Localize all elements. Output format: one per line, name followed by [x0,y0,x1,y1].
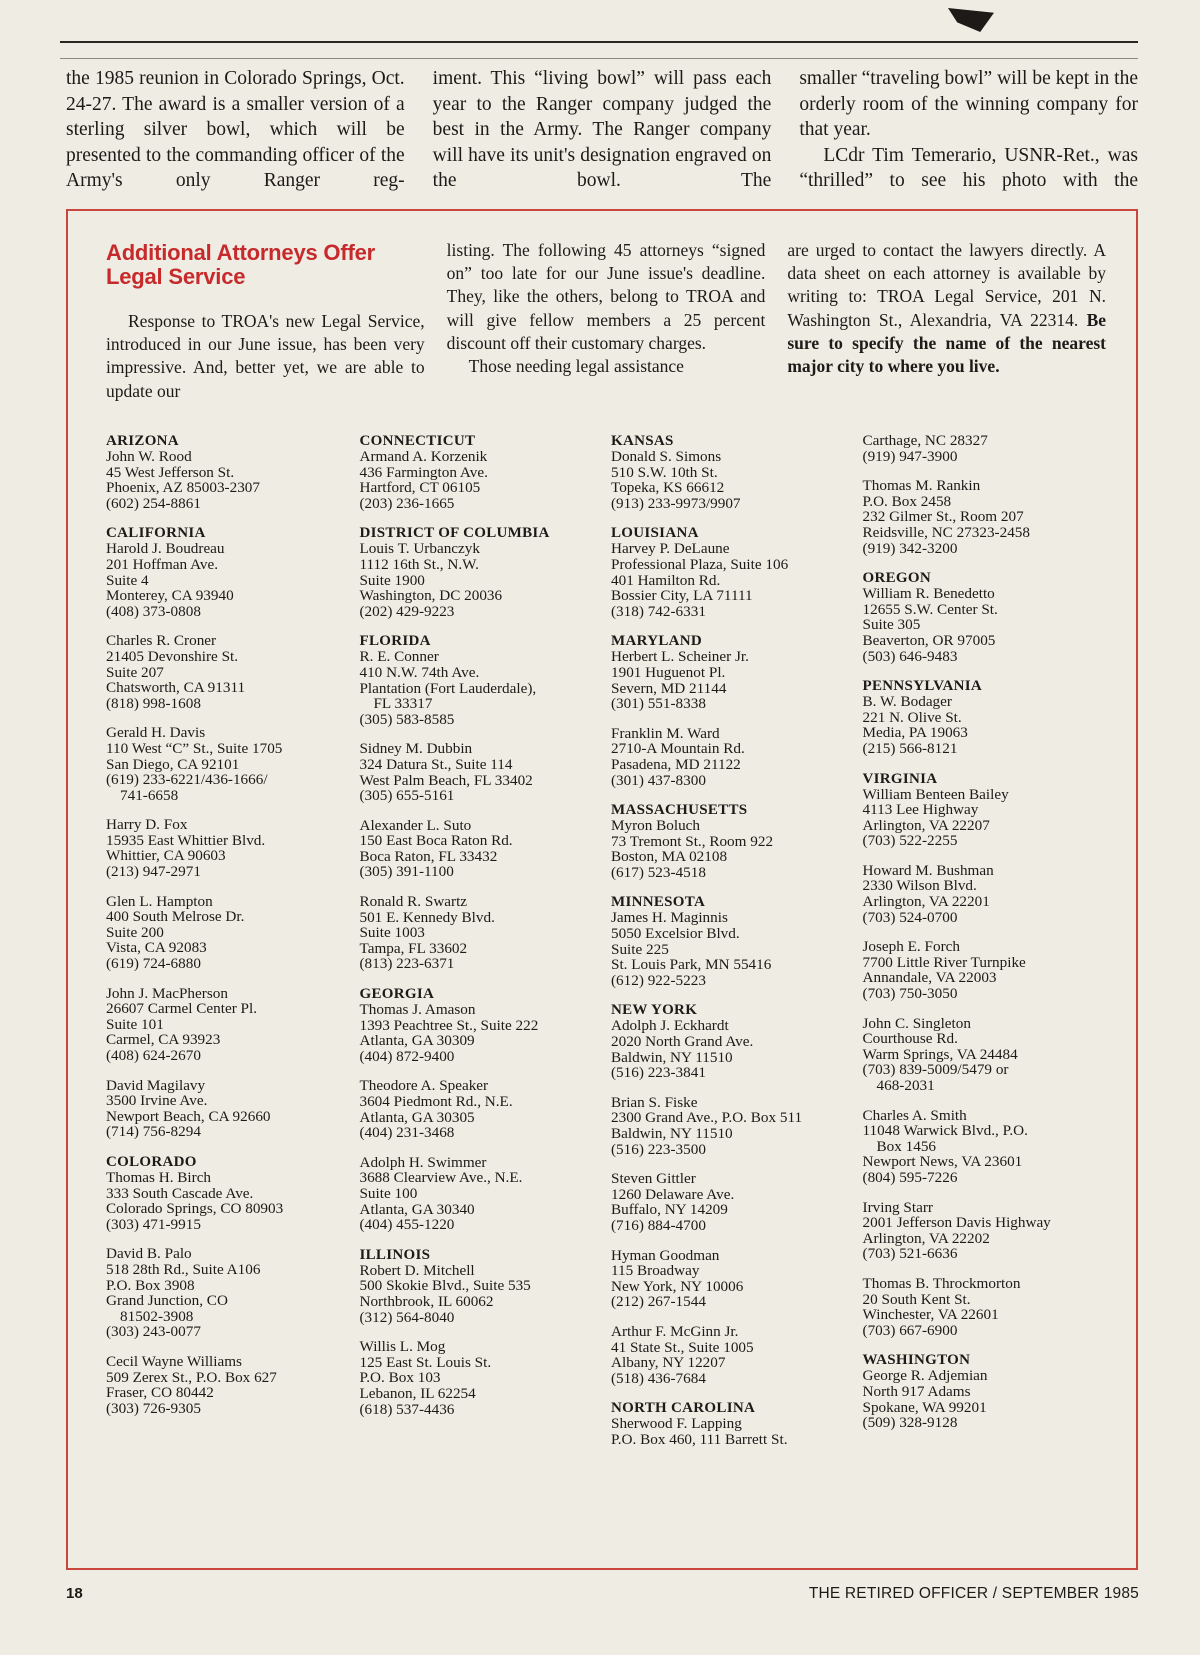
attorney-detail: 7700 Little River Turnpike [862,953,1026,971]
attorney-detail: Lebanon, IL 62254 [359,1384,476,1402]
attorney-detail: Suite 207 [106,663,164,681]
attorney-detail: Spokane, WA 99201 [862,1398,987,1416]
attorney-detail: West Palm Beach, FL 33402 [359,771,533,789]
attorney-name: Willis L. Mog [359,1338,446,1356]
attorney-name: Gerald H. Davis [106,724,206,742]
attorney-detail: 468-2031 [876,1077,935,1094]
attorney-detail: Beaverton, OR 97005 [862,631,996,649]
attorney-detail: (618) 537-4436 [359,1400,455,1418]
attorney-detail: 400 South Melrose Dr. [106,908,245,926]
attorney-entry [106,986,359,1064]
attorney-detail: Phoenix, AZ 85003-2307 [106,479,260,497]
attorney-detail: (703) 521-6636 [862,1245,958,1263]
state-heading: CONNECTICUT [359,433,476,449]
attorney-name: B. W. Bodager [862,693,952,711]
attorney-detail: 1901 Huguenot Pl. [611,663,726,681]
attorney-detail: Reidsville, NC 27323-2458 [862,523,1030,541]
attorney-detail: (305) 655-5161 [359,787,455,805]
attorney-detail: 436 Farmington Ave. [359,463,488,481]
attorney-detail: 3604 Piedmont Rd., N.E. [359,1093,513,1110]
attorney-detail: (516) 223-3841 [611,1064,706,1082]
sidebar-intro-col-1 [106,239,425,403]
state-heading: COLORADO [106,1153,197,1170]
attorney-detail: Boston, MA 02108 [611,848,728,866]
attorney-name: Glen L. Hampton [106,892,213,910]
attorney-name: Ronald R. Swartz [359,893,468,911]
attorney-detail: 518 28th Rd., Suite A106 [106,1260,261,1278]
attorney-detail: (305) 391-1100 [359,863,454,881]
attorney-detail: 45 West Jefferson St. [106,463,235,481]
attorney-entry [863,433,1116,464]
attorney-detail: 401 Hamilton Rd. [611,571,721,589]
attorney-detail: 501 E. Kennedy Blvd. [359,908,495,926]
attorney-detail: (518) 436-7684 [611,1369,706,1387]
article-text: the 1985 reunion in Colorado Springs, Oct. 24-27. The award is a smaller version of a sterling silver bowl, which will be presented to the commanding officer of the Army's only Ranger reg- [66,68,405,191]
attorney-entry [863,478,1116,556]
attorney-detail: (509) 328-9128 [862,1414,958,1432]
attorney-name: Brian S. Fiske [611,1093,698,1111]
attorney-detail: Vista, CA 92083 [106,939,207,957]
attorney-detail: Plantation (Fort Lauderdale), [359,679,537,697]
attorney-entry [359,1078,611,1140]
attorney-entry [863,694,1116,756]
attorney-entry [611,1095,863,1157]
attorney-name: Irving Starr [862,1198,933,1216]
attorney-detail: (913) 233-9973/9907 [611,494,741,512]
attorney-entry [359,1155,611,1233]
attorney-entry [611,726,863,788]
attorney-name: John C. Singleton [862,1014,971,1032]
attorney-detail: Atlanta, GA 30305 [359,1108,475,1126]
sidebar-intro [106,239,1106,403]
attorney-detail: Washington, DC 20036 [359,587,503,605]
sidebar-emphasis: Be sure to specify the name of the nearest major city to where you live. [787,309,1107,377]
attorney-detail: Baldwin, NY 11510 [611,1048,733,1066]
attorney-detail: (301) 551-8338 [611,695,706,713]
state-heading: ARIZONA [106,433,179,449]
attorney-entry [106,633,359,711]
attorney-name: R. E. Conner [359,648,439,666]
attorney-entry [611,1416,863,1447]
attorney-detail: P.O. Box 2458 [862,492,952,510]
attorney-name: Thomas B. Throckmorton [862,1274,1021,1292]
attorney-name: Adolph J. Eckhardt [611,1017,729,1035]
attorney-detail: Pasadena, MD 21122 [611,755,741,773]
attorney-detail: (303) 471-9915 [106,1215,201,1233]
attorney-entry [611,1248,863,1310]
attorney-listing [106,433,1116,1448]
attorney-detail: (602) 254-8861 [106,494,201,512]
attorney-detail: (619) 724-6880 [106,955,201,973]
attorney-entry [359,1263,611,1325]
attorney-detail: (919) 947-3900 [862,447,958,465]
sidebar-paragraph: Those needing legal assistance [468,356,684,377]
attorney-detail: Tampa, FL 33602 [359,939,468,957]
attorney-name: Hyman Goodman [611,1246,720,1264]
attorney-detail: Carmel, CA 93923 [106,1031,221,1049]
attorney-detail: (714) 756-8294 [106,1123,201,1141]
attorney-detail: Arlington, VA 22201 [862,893,990,911]
article-column-1 [66,66,405,206]
attorney-entry [863,939,1116,1001]
attorney-detail: 510 S.W. 10th St. [611,463,718,481]
attorney-entry [106,817,359,879]
attorney-name: John J. MacPherson [106,984,228,1002]
attorney-detail: FL 33317 [373,695,433,713]
attorney-name: Carthage, NC 28327 [862,432,988,449]
attorney-detail: Fraser, CO 80442 [106,1384,214,1402]
attorney-detail: (408) 373-0808 [106,602,201,620]
attorney-entry [359,818,611,880]
attorney-entry [106,725,359,803]
attorney-detail: Albany, NY 12207 [611,1354,726,1372]
attorney-detail: Suite 100 [359,1184,418,1202]
attorney-entry [611,649,863,711]
attorney-entry [863,863,1116,925]
attorney-detail: P.O. Box 103 [359,1369,441,1387]
attorney-name: William Benteen Bailey [862,785,1009,803]
attorney-name: Charles R. Croner [106,632,217,650]
attorney-detail: Atlanta, GA 30309 [359,1032,475,1050]
attorney-detail: (516) 223-3500 [611,1140,706,1158]
attorney-detail: 26607 Carmel Center Pl. [106,1000,258,1018]
attorney-name: William R. Benedetto [862,585,995,603]
attorney-detail: San Diego, CA 92101 [106,755,240,773]
attorney-detail: 3688 Clearview Ave., N.E. [359,1169,523,1187]
attorney-entry [359,1002,611,1064]
attorney-detail: Bossier City, LA 71111 [611,587,753,605]
attorney-detail: Suite 200 [106,923,164,941]
state-heading: PENNSYLVANIA [862,678,982,695]
attorney-detail: 1393 Peachtree St., Suite 222 [359,1016,539,1034]
attorney-name: David B. Palo [106,1245,192,1263]
attorney-name: Donald S. Simons [611,448,722,465]
attorney-detail: 2020 North Grand Ave. [611,1033,754,1051]
attorney-entry [863,1276,1116,1338]
attorney-detail: (404) 872-9400 [359,1047,455,1065]
attorney-name: Thomas J. Amason [359,1001,476,1019]
attorney-name: David Magilavy [106,1076,206,1094]
attorney-detail: (617) 523-4518 [611,863,706,881]
attorney-detail: (213) 947-2971 [106,863,201,881]
attorney-detail: Courthouse Rd. [862,1030,958,1048]
attorney-entry [359,541,611,619]
state-heading: VIRGINIA [862,770,938,787]
attorney-name: Armand A. Korzenik [359,448,488,465]
attorney-detail: 201 Hoffman Ave. [106,555,219,573]
attorney-entry [106,894,359,972]
attorney-detail: Suite 101 [106,1015,164,1033]
attorney-detail: 2330 Wilson Blvd. [862,877,977,895]
article-text: smaller “traveling bowl” will be kept in the orderly room of the winning company for that year. [799,68,1139,140]
attorney-detail: Suite 1003 [359,924,425,942]
attorney-detail: (716) 884-4700 [611,1216,706,1234]
state-heading: LOUISIANA [611,525,699,542]
attorney-detail: 73 Tremont St., Room 922 [611,832,774,850]
attorney-detail: (408) 624-2670 [106,1047,201,1064]
attorney-detail: Media, PA 19063 [862,724,968,742]
attorney-name: Joseph E. Forch [862,938,960,956]
article-column-3 [799,66,1138,206]
attorney-detail: (301) 437-8300 [611,771,706,789]
attorney-entry [106,449,359,511]
attorney-detail: Chatsworth, CA 91311 [106,679,246,697]
attorney-detail: Monterey, CA 93940 [106,587,234,605]
attorney-entry [611,541,863,619]
attorney-detail: (203) 236-1665 [359,494,455,512]
attorney-name: Harold J. Boudreau [106,540,225,558]
sidebar-intro-col-2 [447,239,766,403]
attorney-detail: 509 Zerex St., P.O. Box 627 [106,1368,277,1386]
attorney-detail: (919) 342-3200 [862,539,958,557]
attorney-detail: 110 West “C” St., Suite 1705 [106,739,283,757]
sidebar-title: Additional Attorneys Offer Legal Service [106,240,375,289]
attorney-detail: (212) 267-1544 [611,1293,706,1311]
attorney-detail: 5050 Excelsior Blvd. [611,925,740,943]
listing-column [106,433,359,1448]
state-heading: WASHINGTON [862,1352,971,1369]
attorney-name: Robert D. Mitchell [359,1261,475,1279]
attorney-name: Theodore A. Speaker [359,1077,489,1095]
attorney-detail: Box 1456 [876,1137,937,1155]
attorney-detail: Colorado Springs, CO 80903 [106,1200,284,1218]
attorney-name: Cecil Wayne Williams [106,1352,242,1370]
attorney-detail: Topeka, KS 66612 [611,479,725,497]
attorney-detail: 2001 Jefferson Davis Highway [862,1214,1051,1232]
attorney-detail: 41 State St., Suite 1005 [611,1338,754,1356]
attorney-detail: (503) 646-9483 [862,647,958,665]
attorney-entry [611,449,863,511]
attorney-detail: Newport News, VA 23601 [862,1153,1023,1171]
attorney-detail: 333 South Cascade Ave. [106,1184,254,1202]
attorney-name: Charles A. Smith [862,1106,967,1124]
attorney-detail: 11048 Warwick Blvd., P.O. [862,1122,1028,1140]
attorney-name: Franklin M. Ward [611,724,720,742]
attorney-detail: (703) 667-6900 [862,1321,958,1339]
attorney-name: Adolph H. Swimmer [359,1153,487,1171]
page-number: 18 [66,1585,83,1602]
attorney-detail: 2710-A Mountain Rd. [611,740,745,758]
state-heading: MASSACHUSETTS [611,802,748,819]
ink-mark [948,8,994,32]
article-continuation [66,66,1138,206]
attorney-detail: Suite 225 [611,940,669,958]
publication-footer: THE RETIRED OFFICER / SEPTEMBER 1985 [808,1585,1139,1602]
attorney-detail: Winchester, VA 22601 [862,1306,999,1324]
attorney-detail: 221 N. Olive St. [862,708,962,726]
attorney-detail: 4113 Lee Highway [862,801,979,819]
sidebar-text: are urged to contact the lawyers directly. A data sheet on each attorney is available by writing to: TROA Legal Service, 201 N. Washington St., Alexandria, VA 22314. [787,240,1107,330]
attorney-entry [863,1200,1116,1262]
attorney-detail: 741-6658 [120,786,179,804]
attorney-detail: New York, NY 10006 [611,1277,744,1295]
attorney-detail: 410 N.W. 74th Ave. [359,663,480,681]
attorney-name: Harvey P. DeLaune [611,540,730,558]
attorney-name: Myron Boluch [611,817,701,835]
attorney-name: Sidney M. Dubbin [359,740,473,758]
attorney-detail: (619) 233-6221/436-1666/ [106,771,268,789]
attorney-detail: (303) 726-9305 [106,1399,201,1417]
attorney-entry [611,910,863,988]
state-heading: FLORIDA [359,633,431,650]
legal-service-sidebar [66,209,1138,1570]
attorney-entry [106,1078,359,1140]
attorney-name: Steven Gittler [611,1170,696,1188]
attorney-detail: Severn, MD 21144 [611,679,727,697]
attorney-detail: (305) 583-8585 [359,710,455,728]
attorney-detail: Suite 1900 [359,571,425,589]
attorney-detail: Boca Raton, FL 33432 [359,847,498,865]
state-heading: ILLINOIS [359,1246,431,1263]
attorney-detail: (215) 566-8121 [862,739,958,757]
attorney-detail: 115 Broadway [611,1262,700,1280]
attorney-name: Alexander L. Suto [359,816,472,834]
attorney-detail: Grand Junction, CO [106,1292,228,1310]
article-text: iment. This “living bowl” will pass each year to the Ranger company judged the best in the Army. The Ranger company will have its unit's designation engraved on the bowl. The [432,68,772,191]
attorney-entry [863,1368,1116,1430]
sidebar-intro-col-3 [787,239,1106,403]
attorney-entry [611,1018,863,1080]
attorney-entry [106,1246,359,1340]
state-heading: KANSAS [611,433,674,449]
attorney-entry [611,818,863,880]
attorney-detail: Baldwin, NY 11510 [611,1125,733,1142]
attorney-entry [359,449,611,511]
attorney-detail: (818) 998-1608 [106,694,201,712]
attorney-name: Harry D. Fox [106,816,188,834]
header-rule-thin [60,58,1138,59]
attorney-detail: (804) 595-7226 [862,1168,958,1186]
attorney-detail: Arlington, VA 22207 [862,816,990,834]
attorney-detail: 21405 Devonshire St. [106,647,239,665]
listing-column [863,433,1116,1448]
attorney-detail: Professional Plaza, Suite 106 [611,555,789,573]
attorney-name: James H. Maginnis [611,909,728,927]
attorney-detail: St. Louis Park, MN 55416 [611,956,772,974]
attorney-detail: 12655 S.W. Center St. [862,600,998,618]
attorney-detail: Hartford, CT 06105 [359,479,481,497]
attorney-detail: Newport Beach, CA 92660 [106,1107,271,1125]
attorney-detail: (404) 231-3468 [359,1124,455,1142]
attorney-entry [359,649,611,727]
sidebar-paragraph: Response to TROA's new Legal Service, introduced in our June issue, has been very impressive. And, better yet, we are able to update our [106,311,425,401]
state-heading: NEW YORK [611,1002,698,1019]
attorney-name: Thomas M. Rankin [862,477,981,495]
attorney-detail: Buffalo, NY 14209 [611,1201,728,1219]
listing-column [359,433,611,1448]
state-heading: OREGON [862,570,931,587]
attorney-detail: Whittier, CA 90603 [106,847,226,865]
attorney-detail: Warm Springs, VA 24484 [862,1045,1018,1063]
attorney-detail: (404) 455-1220 [359,1216,455,1234]
state-heading: MARYLAND [611,633,703,650]
attorney-name: Thomas H. Birch [106,1168,212,1186]
sidebar-paragraph: listing. The following 45 attorneys “signed on” too late for our June issue's deadline. They, like the others, belong to TROA and will give fellow members a 25 percent discount off their customary charges. [446,240,766,353]
attorney-entry [359,894,611,972]
attorney-detail: 1260 Delaware Ave. [611,1185,735,1203]
attorney-detail: 125 East St. Louis St. [359,1353,492,1371]
attorney-name: George R. Adjemian [862,1367,988,1385]
state-heading: DISTRICT OF COLUMBIA [359,525,550,542]
attorney-detail: (703) 839-5009/5479 or [862,1061,1009,1079]
attorney-detail: P.O. Box 3908 [106,1276,195,1294]
attorney-detail: 15935 East Whittier Blvd. [106,831,266,849]
attorney-detail: (813) 223-6371 [359,955,455,973]
attorney-detail: Atlanta, GA 30340 [359,1200,475,1218]
attorney-detail: Northbrook, IL 60062 [359,1292,494,1310]
attorney-detail: Suite 4 [106,571,149,589]
attorney-detail: Annandale, VA 22003 [862,969,997,987]
attorney-entry [863,586,1116,664]
attorney-detail: North 917 Adams [862,1382,971,1400]
state-heading: NORTH CAROLINA [611,1400,756,1417]
state-heading: GEORGIA [359,986,435,1003]
attorney-detail: 324 Datura St., Suite 114 [359,755,513,773]
attorney-detail: (703) 524-0700 [862,908,958,926]
attorney-detail: Arlington, VA 22202 [862,1229,990,1247]
attorney-name: Arthur F. McGinn Jr. [611,1322,739,1340]
attorney-detail: 1112 16th St., N.W. [359,555,479,573]
header-rule [60,41,1138,43]
attorney-name: Howard M. Bushman [862,861,994,879]
attorney-detail: Suite 305 [862,616,921,634]
attorney-detail: 150 East Boca Raton Rd. [359,832,513,850]
attorney-detail: 2300 Grand Ave., P.O. Box 511 [611,1109,803,1127]
state-heading: MINNESOTA [611,894,706,911]
attorney-detail: (312) 564-8040 [359,1308,455,1326]
attorney-entry [863,787,1116,849]
attorney-detail: (612) 922-5223 [611,971,706,989]
attorney-detail: 20 South Kent St. [862,1290,971,1308]
attorney-entry [106,1170,359,1232]
attorney-name: Herbert L. Scheiner Jr. [611,648,749,666]
attorney-entry [359,741,611,803]
sidebar-paragraph [787,239,1106,378]
attorney-detail: (303) 243-0077 [106,1323,201,1341]
attorney-detail: 500 Skokie Blvd., Suite 535 [359,1277,531,1295]
attorney-detail: (703) 522-2255 [862,832,958,850]
attorney-entry [863,1108,1116,1186]
attorney-detail: 3500 Irvine Ave. [106,1092,208,1110]
attorney-entry [106,1354,359,1416]
attorney-detail: (202) 429-9223 [359,602,455,620]
attorney-name: Louis T. Urbanczyk [359,540,480,558]
attorney-detail: 232 Gilmer St., Room 207 [862,508,1024,526]
attorney-entry [863,1016,1116,1094]
article-text: LCdr Tim Temerario, USNR-Ret., was “thrilled” to see his photo with the [799,144,1139,191]
attorney-entry [359,1339,611,1417]
attorney-entry [611,1171,863,1233]
state-heading: CALIFORNIA [106,525,206,542]
attorney-entry [611,1324,863,1386]
attorney-name: John W. Rood [106,448,192,465]
attorney-detail: (318) 742-6331 [611,602,706,620]
attorney-entry [106,541,359,619]
article-column-2 [433,66,772,206]
listing-column [611,433,863,1448]
attorney-name: Sherwood F. Lapping [611,1415,742,1433]
attorney-detail: (703) 750-3050 [862,985,958,1003]
attorney-detail: P.O. Box 460, 111 Barrett St. [611,1430,788,1448]
attorney-detail: 81502-3908 [120,1307,194,1325]
